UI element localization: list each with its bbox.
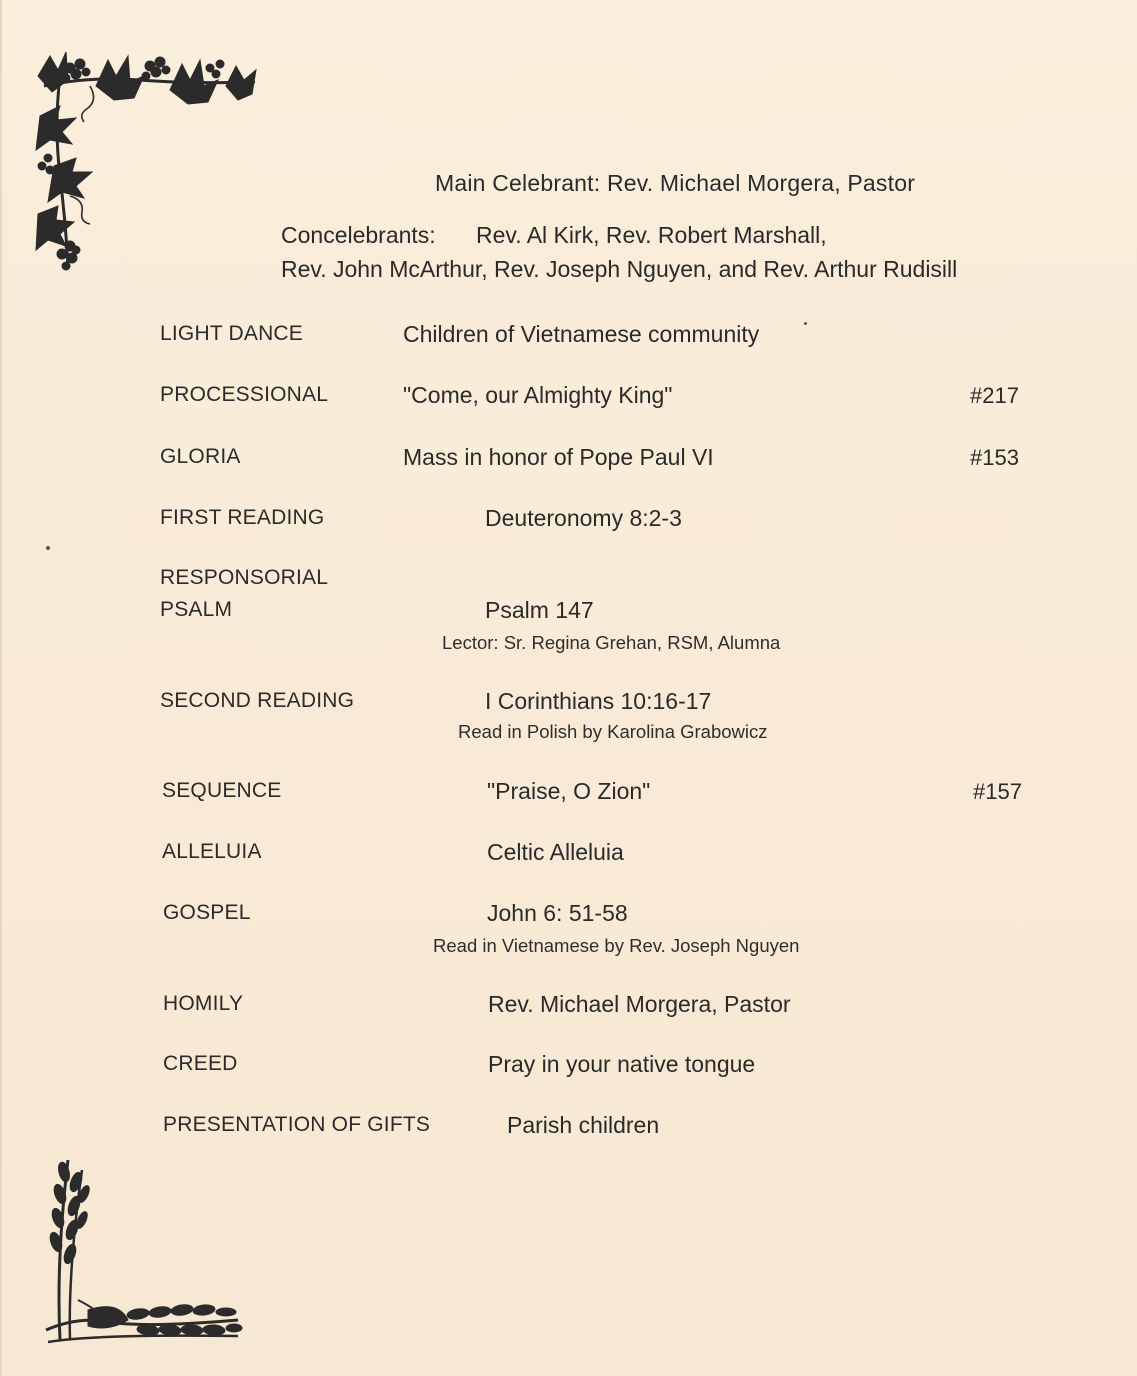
order-value-homily: Rev. Michael Morgera, Pastor bbox=[488, 991, 791, 1017]
concelebrants-line-2: Rev. John McArthur, Rev. Joseph Nguyen, and Rev. Arthur Rudisill bbox=[281, 256, 958, 282]
order-label-light-dance: LIGHT DANCE bbox=[160, 322, 304, 345]
order-value-second-reading: I Corinthians 10:16-17 bbox=[485, 688, 712, 714]
hymn-number-sequence: #157 bbox=[973, 779, 1022, 804]
concelebrants-label: Concelebrants: bbox=[281, 222, 436, 248]
order-value-presentation: Parish children bbox=[507, 1112, 660, 1138]
scan-speck bbox=[46, 546, 50, 550]
order-value-psalm: Psalm 147 bbox=[485, 597, 594, 623]
concelebrants-line-1: Rev. Al Kirk, Rev. Robert Marshall, bbox=[476, 222, 827, 248]
note-gospel: Read in Vietnamese by Rev. Joseph Nguyen bbox=[433, 935, 800, 956]
order-label-creed: CREED bbox=[163, 1052, 238, 1075]
order-value-gloria: Mass in honor of Pope Paul VI bbox=[403, 444, 714, 470]
wheat-ornament bbox=[38, 1150, 244, 1350]
note-second-reading: Read in Polish by Karolina Grabowicz bbox=[458, 721, 768, 742]
order-value-creed: Pray in your native tongue bbox=[488, 1051, 756, 1077]
scan-speck bbox=[804, 322, 807, 325]
order-value-processional: "Come, our Almighty King" bbox=[403, 382, 673, 408]
order-value-sequence: "Praise, O Zion" bbox=[487, 778, 651, 804]
grapevine-ornament bbox=[30, 46, 262, 272]
main-celebrant: Main Celebrant: Rev. Michael Morgera, Pastor bbox=[435, 170, 916, 196]
order-label-alleluia: ALLELUIA bbox=[162, 840, 262, 863]
order-label-gloria: GLORIA bbox=[160, 445, 241, 468]
order-label-responsorial: RESPONSORIAL bbox=[160, 566, 329, 589]
order-label-first-reading: FIRST READING bbox=[160, 506, 325, 529]
order-value-gospel: John 6: 51-58 bbox=[487, 900, 628, 926]
note-psalm-lector: Lector: Sr. Regina Grehan, RSM, Alumna bbox=[442, 632, 781, 653]
hymn-number-processional: #217 bbox=[970, 383, 1019, 408]
order-value-light-dance: Children of Vietnamese community bbox=[403, 321, 760, 347]
hymn-number-gloria: #153 bbox=[970, 445, 1019, 470]
order-label-processional: PROCESSIONAL bbox=[160, 383, 329, 406]
order-label-homily: HOMILY bbox=[163, 992, 244, 1015]
order-value-alleluia: Celtic Alleluia bbox=[487, 839, 624, 865]
order-label-second-reading: SECOND READING bbox=[160, 689, 355, 712]
order-label-presentation: PRESENTATION OF GIFTS bbox=[163, 1113, 431, 1136]
order-label-gospel: GOSPEL bbox=[163, 901, 251, 924]
order-label-sequence: SEQUENCE bbox=[162, 779, 282, 802]
order-value-first-reading: Deuteronomy 8:2-3 bbox=[485, 505, 682, 531]
order-label-psalm: PSALM bbox=[160, 598, 233, 621]
